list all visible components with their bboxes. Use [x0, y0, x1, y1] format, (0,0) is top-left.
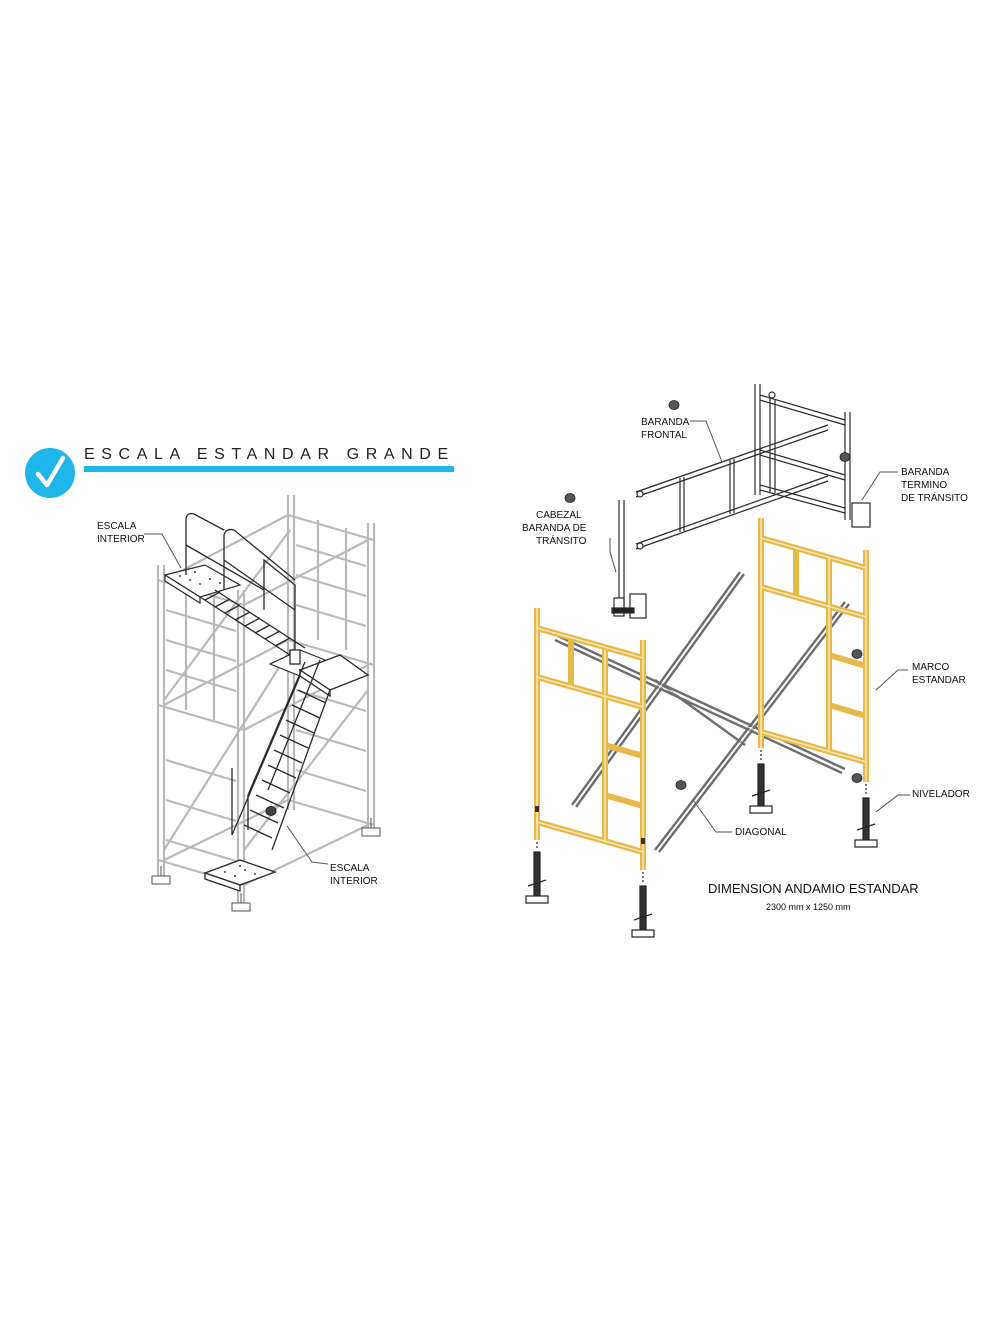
- diagonal-braces: [555, 572, 849, 852]
- label-marco-estandar: [912, 662, 966, 686]
- marker-icon: [565, 494, 575, 503]
- label-line: CABEZAL: [536, 510, 582, 521]
- label-line: TERMINO: [901, 480, 948, 491]
- marker-icon: [852, 774, 862, 783]
- part-markers: [565, 401, 862, 790]
- label-baranda-frontal: [641, 417, 690, 441]
- label-nivelador: NIVELADOR: [912, 789, 970, 800]
- nivelador-jack: [855, 784, 877, 847]
- label-line: INTERIOR: [97, 534, 145, 545]
- cabezal-baranda-part: [612, 500, 646, 618]
- nivelador-jack: [632, 872, 654, 937]
- marker-icon: [852, 650, 862, 659]
- marker-icon: [266, 807, 276, 816]
- label-line: ESCALA: [97, 521, 137, 532]
- exploded-scaffold-drawing: [526, 384, 910, 937]
- label-line: MARCO: [912, 662, 950, 673]
- checkmark-icon: [25, 448, 75, 498]
- section-title: ESCALA ESTANDAR GRANDE: [84, 446, 455, 463]
- header: [25, 446, 455, 498]
- nivelador-jack: [750, 750, 772, 813]
- dimension-value: 2300 mm x 1250 mm: [766, 902, 851, 912]
- dimension-title: DIMENSION ANDAMIO ESTANDAR: [708, 881, 919, 896]
- baranda-frontal-part: [636, 425, 828, 549]
- label-escala-interior-top: [97, 521, 145, 545]
- label-line: ESCALA: [330, 863, 370, 874]
- stair-tower-drawing: [144, 495, 380, 911]
- label-line: ESTANDAR: [912, 675, 966, 686]
- marker-icon: [669, 401, 679, 410]
- nivelador-jack: [526, 842, 548, 903]
- label-diagonal: DIAGONAL: [735, 827, 787, 838]
- label-escala-interior-bottom: [330, 863, 378, 887]
- baranda-termino-part: [755, 384, 870, 527]
- marker-icon: [676, 781, 686, 790]
- label-line: TRÁNSITO: [536, 536, 587, 547]
- label-cabezal-baranda: [522, 510, 587, 547]
- marco-estandar-left: [535, 608, 645, 870]
- label-line: BARANDA DE: [522, 523, 587, 534]
- label-line: DE TRÁNSITO: [901, 493, 968, 504]
- label-line: BARANDA: [901, 467, 950, 478]
- title-underline: [84, 466, 454, 472]
- label-line: BARANDA: [641, 417, 690, 428]
- label-line: INTERIOR: [330, 876, 378, 887]
- marker-icon: [840, 453, 850, 462]
- label-line: FRONTAL: [641, 430, 687, 441]
- label-baranda-termino: [901, 467, 968, 504]
